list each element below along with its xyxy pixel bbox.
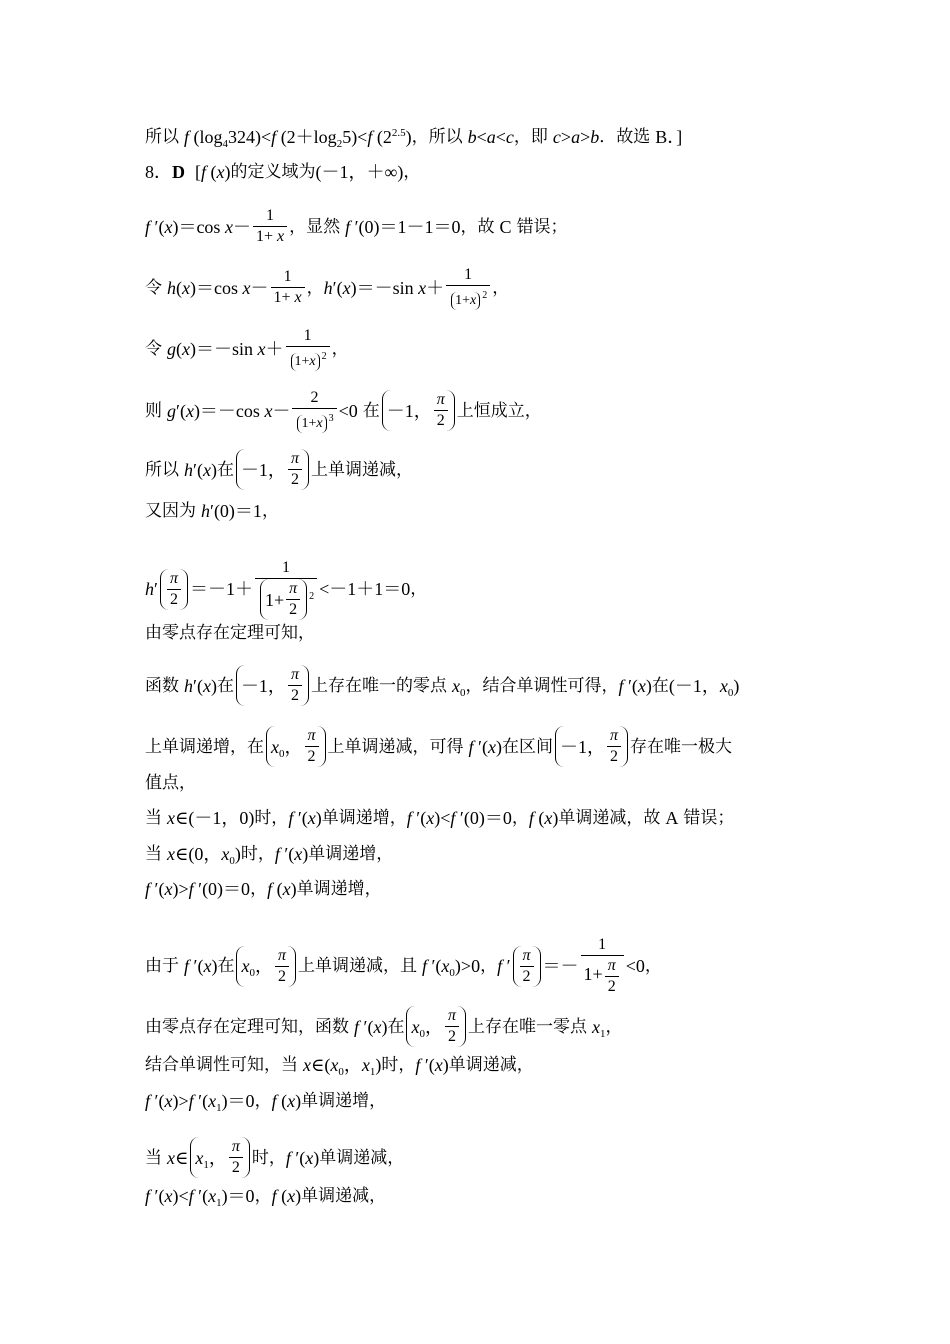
text-line-15: 当 x∈(0，$x_0$) 时， f ′(x) 单调递增， xyxy=(145,844,394,867)
text-line-20: f ′(x)>f $'(x_1)=0$ ， f (x) 单调递增， xyxy=(145,1091,387,1114)
text-line-18: 由零点存在定理可知，函数 f ′(x) 在 $x_0$， $\frac{\pi}{2}$ 上存在唯一零点 $x_1$ ， xyxy=(145,1007,623,1045)
text-line-2: 8．D [f (x) 的定义域为 (－1，＋∞) ， xyxy=(145,162,421,182)
text-line-10: 由零点存在定理可知， xyxy=(145,623,315,643)
text-line-3: f ′(x)＝cos x－ $\frac{1}{1+ x}$ ，显然 f ′(0)＝1－1＝0 ，故 C 错误； xyxy=(145,207,568,245)
text-line-1: 所以 f $(\log_4324)<f$ $(2+\log_25)<f$ $(2^{2.5})$ ，所以 b<a<c ，即 c>a>b ．故选 B．] xyxy=(145,127,683,150)
text-line-19: 结合单调性可知，当 $x\in(x_0$，$x_1$) 时， f ′(x) 单调递减， xyxy=(145,1055,534,1078)
text-line-9: h′ $\frac{\pi}{2}$ ＝－1＋ 1 1+ $\frac{\pi}{2}$ $^2$ <－1＋1＝0 ， xyxy=(145,559,428,618)
text-line-21: 当 x∈ $x_1$， $\frac{\pi}{2}$ 时， f ′(x) 单调递减， xyxy=(145,1138,405,1176)
text-line-5: 令 g(x)＝－sin x＋ 1 1+ x $^2$ ， xyxy=(145,327,349,370)
text-line-14: 当 x∈(－1，0) 时， f ′(x) 单调递增， f ′(x)<f ′(0)＝0 ， f (x) 单调递减，故 A 错误； xyxy=(145,808,735,828)
text-line-13: 值点， xyxy=(145,773,196,793)
text-line-11: 函数 h′(x) 在 －1， $\frac{\pi}{2}$ 上存在唯一的零点 $x_0$ ，结合单调性可得， f ′(x) 在 (－1，$x_0$) xyxy=(145,666,740,704)
text-line-7: 所以 h′(x) 在 －1， $\frac{\pi}{2}$ 上单调递减， xyxy=(145,450,413,488)
text-line-16: f ′(x)>f ′(0)＝0 ， f (x) 单调递增， xyxy=(145,879,382,899)
text-line-17: 由于 f ′(x) 在 $x_0$， $\frac{\pi}{2}$ 上单调递减，且 f $'(x_0)>0$ ， f ′ $\frac{\pi}{2}$ ＝－ 1 1+ $\frac{\pi}{2}$ <0 ， xyxy=(145,936,662,995)
text-line-22: f ′(x)<f $'(x_1)=0$ ， f (x) 单调递减， xyxy=(145,1186,387,1209)
text-line-8: 又因为 h′(0)＝1 ， xyxy=(145,501,279,521)
text-line-12: 上单调递增，在 $x_0$， $\frac{\pi}{2}$ 上单调递减，可得 f ′(x) 在区间 －1， $\frac{\pi}{2}$ 存在唯一极大 xyxy=(145,727,732,765)
text-line-4: 令 h(x)＝cos x－ $\frac{1}{1+ x}$ ， h′(x)＝－sin x＋ 1 1+ x $^2$ ， xyxy=(145,266,510,309)
text-line-6: 则 g′(x)＝－cos x－ 2 1+ x $^3$ <0 在 －1， $\frac{\pi}{2}$ 上恒成立， xyxy=(145,389,542,432)
